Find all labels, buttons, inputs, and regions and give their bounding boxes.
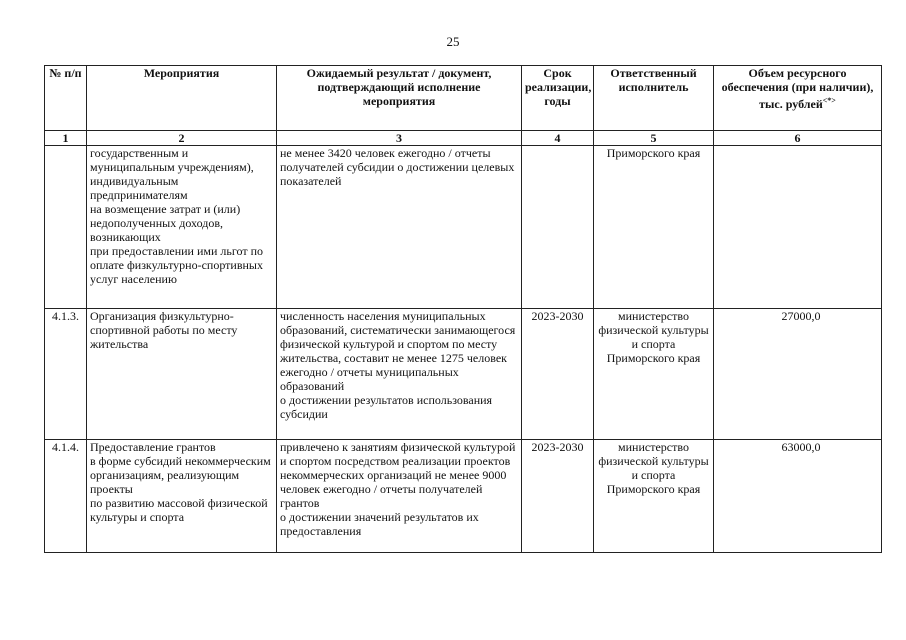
header-executor: Ответственный исполнитель [594,66,714,131]
row-volume: 63000,0 [714,440,882,553]
row-executor: министерство физической культуры и спорта Приморского края [594,309,714,440]
column-number-row [45,131,882,146]
row-number: 4.1.3. [45,309,87,440]
row-executor: министерство физической культуры и спорта Приморского края [594,440,714,553]
column-number: 2 [87,131,277,146]
header-term: Срок реализации, годы [522,66,594,131]
table-row [45,309,882,440]
table-row [45,440,882,553]
column-number: 5 [594,131,714,146]
header-number: № п/п [45,66,87,131]
column-number: 3 [277,131,522,146]
row-executor: Приморского края [594,146,714,309]
row-result: не менее 3420 человек ежегодно / отчеты получателей субсидии о достижении целевых показателей [277,146,522,309]
row-number [45,146,87,309]
page-number: 25 [446,34,460,49]
header-result: Ожидаемый результат / документ, подтверждающий исполнение мероприятия [277,66,522,131]
row-measure: государственным и муниципальным учреждениям), индивидуальным предпринимателям на возмещение затрат и (или) недополученных доходов, возникающих при предоставлении ими льгот по оплате физкультурно-спортивных услуг населению [87,146,277,309]
row-number: 4.1.4. [45,440,87,553]
table-header-row [45,66,882,131]
row-volume [714,146,882,309]
header-volume [714,66,882,131]
table-row [45,146,882,309]
header-volume-label: Объем ресурсного обеспечения (при наличии), тыс. рублей [721,66,874,111]
row-measure: Организация физкультурно-спортивной работы по месту жительства [87,309,277,440]
row-result: численность населения муниципальных образований, систематически занимающегося физической культурой и спортом по месту жительства, составит не менее 1275 человек ежегодно / отчеты муниципальных образований о достижении результатов использования субсидии [277,309,522,440]
row-term: 2023-2030 [522,309,594,440]
row-term: 2023-2030 [522,440,594,553]
row-result: привлечено к занятиям физической культурой и спортом посредством реализации проектов некоммерческих организаций не менее 9000 человек ежегодно / отчеты получателей грантов о достижении значений результатов их предоставления [277,440,522,553]
column-number: 4 [522,131,594,146]
header-measures: Мероприятия [87,66,277,131]
header-volume-note: <*> [822,96,836,105]
row-volume: 27000,0 [714,309,882,440]
row-term [522,146,594,309]
column-number: 1 [45,131,87,146]
column-number: 6 [714,131,882,146]
row-measure: Предоставление грантов в форме субсидий некоммерческим организациям, реализующим проекты по развитию массовой физической культуры и спорта [87,440,277,553]
measures-table [44,65,882,553]
